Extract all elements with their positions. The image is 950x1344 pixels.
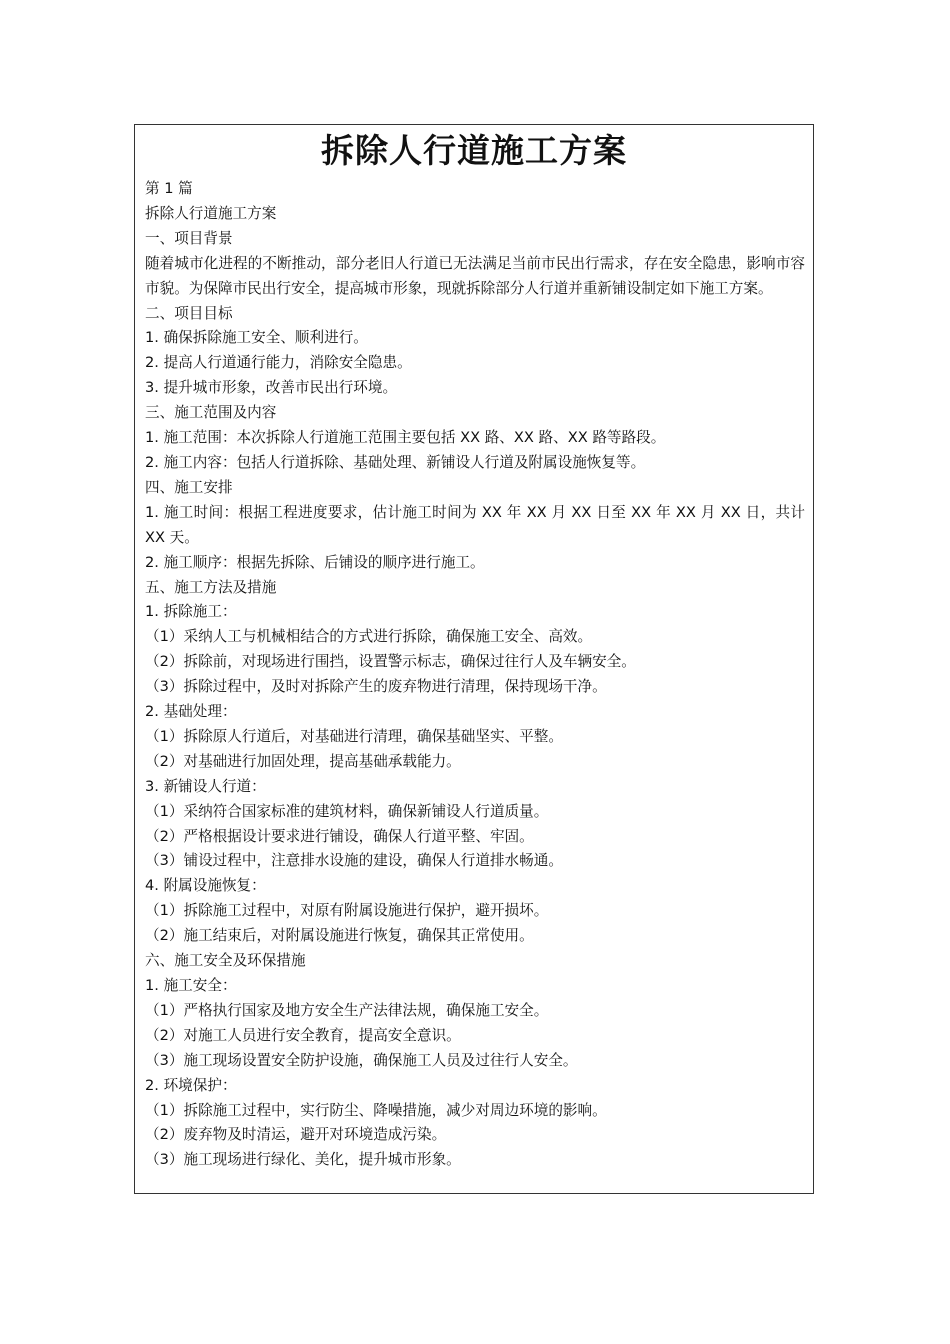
environment-item: （1）拆除施工过程中，实行防尘、降噪措施，减少对周边环境的影响。 (145, 1101, 607, 1119)
subheading-demolition: 1. 拆除施工： (145, 603, 237, 621)
environment-item: （3）施工现场进行绿化、美化，提升城市形象。 (145, 1151, 461, 1169)
paving-item: （1）采纳符合国家标准的建筑材料，确保新铺设人行道质量。 (145, 802, 549, 820)
demolition-item: （1）采纳人工与机械相结合的方式进行拆除，确保施工安全、高效。 (145, 628, 593, 646)
safety-item: （2）对施工人员进行安全教育，提高安全意识。 (145, 1026, 461, 1044)
subheading-safety: 1. 施工安全： (145, 977, 237, 994)
safety-item: （3）施工现场设置安全防护设施，确保施工人员及过往行人安全。 (145, 1051, 578, 1069)
section-heading-scope: 三、施工范围及内容 (145, 404, 277, 422)
foundation-item: （1）拆除原人行道后，对基础进行清理，确保基础坚实、平整。 (145, 727, 563, 745)
goal-item: 3. 提升城市形象，改善市民出行环境。 (145, 379, 398, 397)
safety-item: （1）严格执行国家及地方安全生产法律法规，确保施工安全。 (145, 1001, 549, 1019)
schedule-time-paragraph: 1. 施工时间：根据工程进度要求，估计施工时间为 XX 年 XX 月 XX 日至 XX 年 XX 月 XX 日，共计 XX 天。 (145, 503, 805, 546)
goal-item: 1. 确保拆除施工安全、顺利进行。 (145, 329, 368, 347)
document-title: 拆除人行道施工方案 (321, 131, 627, 170)
foundation-item: （2）对基础进行加固处理，提高基础承载能力。 (145, 752, 461, 770)
document-body (135, 177, 813, 1173)
background-paragraph: 随着城市化进程的不断推动，部分老旧人行道已无法满足当前市民出行需求，存在安全隐患，影响市容市貌。为保障市民出行安全，提高城市形象，现就拆除部分人行道并重新铺设制定如下施工方案。 (145, 254, 805, 297)
paving-item: （3）铺设过程中，注意排水设施的建设，确保人行道排水畅通。 (145, 852, 563, 870)
facilities-item: （2）施工结束后，对附属设施进行恢复，确保其正常使用。 (145, 927, 534, 945)
subheading-environment: 2. 环境保护： (145, 1076, 237, 1094)
section-heading-goals: 二、项目目标 (145, 304, 233, 322)
paving-item: （2）严格根据设计要求进行铺设，确保人行道平整、牢固。 (145, 827, 534, 845)
section-heading-safety-environment: 六、施工安全及环保措施 (145, 952, 306, 970)
section-heading-schedule: 四、施工安排 (145, 478, 233, 496)
demolition-item: （2）拆除前，对现场进行围挡，设置警示标志，确保过往行人及车辆安全。 (145, 653, 636, 671)
subheading-foundation: 2. 基础处理： (145, 703, 237, 721)
scope-item: 1. 施工范围：本次拆除人行道施工范围主要包括 XX 路、XX 路、XX 路等路段。 (145, 429, 666, 447)
subheading-facilities: 4. 附属设施恢复： (145, 877, 266, 895)
goal-item: 2. 提高人行道通行能力，消除安全隐患。 (145, 354, 412, 372)
subheading-paving: 3. 新铺设人行道： (145, 777, 266, 795)
schedule-order: 2. 施工顺序：根据先拆除、后铺设的顺序进行施工。 (145, 553, 485, 571)
section-heading-methods: 五、施工方法及措施 (145, 578, 277, 596)
demolition-item: （3）拆除过程中，及时对拆除产生的废弃物进行清理，保持现场干净。 (145, 678, 607, 696)
facilities-item: （1）拆除施工过程中，对原有附属设施进行保护，避开损坏。 (145, 902, 549, 920)
section-heading-background: 一、项目背景 (145, 229, 233, 247)
environment-item: （2）废弃物及时清运，避开对环境造成污染。 (145, 1126, 447, 1144)
chapter-label: 第 1 篇 (145, 180, 193, 197)
scope-item: 2. 施工内容：包括人行道拆除、基础处理、新铺设人行道及附属设施恢复等。 (145, 453, 646, 471)
document-subtitle: 拆除人行道施工方案 (145, 204, 277, 222)
document-frame (134, 124, 814, 1194)
